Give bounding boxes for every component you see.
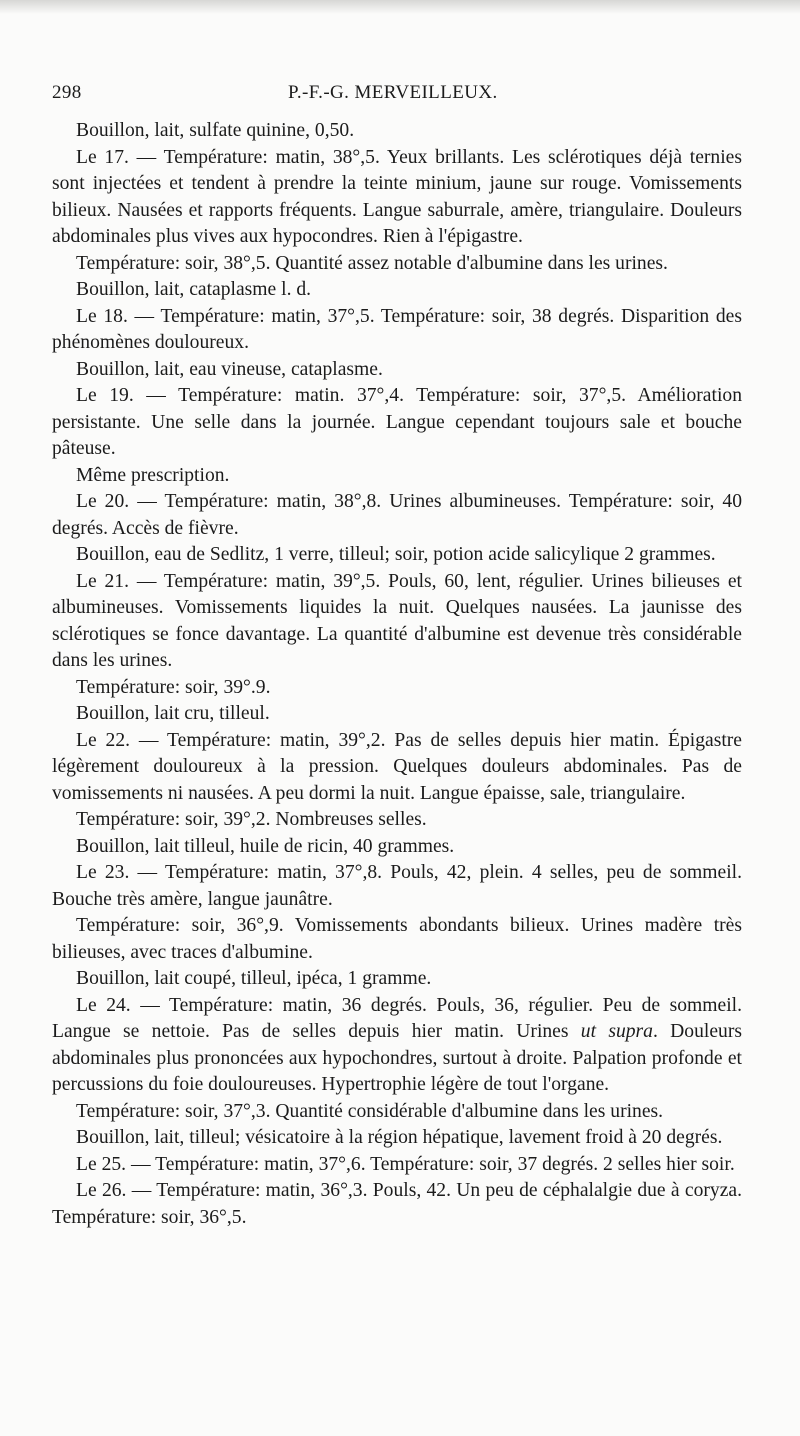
paragraph: Le 23. — Température: matin, 37°,8. Pouls, 42, plein. 4 selles, peu de sommeil. Bouche très amère, langue jaunâtre.: [52, 862, 742, 910]
page-header: [52, 82, 742, 116]
paragraph: Le 22. — Température: matin, 39°,2. Pas de selles depuis hier matin. Épigastre légèrement douloureux à la pression. Quelques douleurs abdominales. Pas de vomissements ni nausées. A peu dormi la nuit. Langue épaisse, sale, triangulaire.: [52, 729, 742, 804]
paragraph: Bouillon, lait, cataplasme l. d.: [76, 279, 312, 300]
paragraph: Température: soir, 39°.9.: [76, 676, 271, 698]
paragraph: Le 24. — Température: matin, 36 degrés. Pouls, 36, régulier. Peu de sommeil. Langue se nettoie. Pas de selles depuis hier matin. Urines ut supra. Douleurs abdominales plus prononcées aux hypochondres, surtout à droite. Palpation profonde et percussions du foie douloureuses. Hypertrophie légère de tout l'organe.: [52, 994, 742, 1095]
paragraph: Le 20. — Température: matin, 38°,8. Urines albumineuses. Température: soir, 40 degrés. Accès de fièvre.: [52, 491, 742, 539]
paragraph: Le 26. — Température: matin, 36°,3. Pouls, 42. Un peu de céphalalgie due à coryza. Température: soir, 36°,5.: [52, 1180, 742, 1228]
paragraph: Même prescription.: [76, 464, 230, 486]
paragraph: Le 17. — Température: matin, 38°,5. Yeux brillants. Les sclérotiques déjà ternies sont injectées et tendent à prendre la teinte minium, jaune sur rouge. Vomissements bilieux. Nausées et rapports fréquents. Langue saburrale, amère, triangulaire. Douleurs abdominales plus vives aux hypocondres. Rien à l'épigastre.: [52, 146, 742, 247]
paragraph: Le 18. — Température: matin, 37°,5. Température: soir, 38 degrés. Disparition des phénomènes douloureux.: [52, 305, 742, 353]
paragraph: Température: soir, 37°,3. Quantité considérable d'albumine dans les urines.: [76, 1100, 664, 1122]
running-title: P.-F.-G. MERVEILLEUX.: [288, 82, 498, 103]
paragraph: Température: soir, 39°,2. Nombreuses selles.: [76, 809, 427, 830]
scan-edge-shadow: [0, 0, 800, 14]
italic-phrase: ut supra: [580, 1021, 653, 1042]
paragraph: Le 25. — Température: matin, 37°,6. Température: soir, 37 degrés. 2 selles hier soir.: [76, 1153, 735, 1175]
paragraph: Le 19. — Température: matin. 37°,4. Température: soir, 37°,5. Amélioration persistante. Une selle dans la journée. Langue cependant toujours sale et bouche pâteuse.: [52, 385, 742, 459]
body-text: [52, 118, 742, 1231]
paragraph: Bouillon, lait, eau vineuse, cataplasme.: [76, 358, 383, 380]
paragraph: Bouillon, eau de Sedlitz, 1 verre, tilleul; soir, potion acide salicylique 2 grammes.: [76, 544, 716, 565]
book-page: [52, 82, 742, 1231]
paragraph: Température: soir, 38°,5. Quantité assez notable d'albumine dans les urines.: [76, 252, 668, 274]
paragraph: Température: soir, 36°,9. Vomissements abondants bilieux. Urines madère très bilieuses, avec traces d'albumine.: [52, 915, 742, 963]
paragraph: Bouillon, lait, sulfate quinine, 0,50.: [76, 120, 355, 141]
paragraph: Bouillon, lait cru, tilleul.: [76, 703, 270, 724]
paragraph: Le 21. — Température: matin, 39°,5. Pouls, 60, lent, régulier. Urines bilieuses et albumineuses. Vomissements liquides la nuit. Quelques nausées. La jaunisse des sclérotiques se fonce davantage. La quantité d'albumine est devenue très considérable dans les urines.: [52, 570, 742, 671]
page-number: 298: [52, 82, 82, 103]
paragraph: Bouillon, lait tilleul, huile de ricin, 40 grammes.: [76, 835, 455, 857]
paragraph: Bouillon, lait, tilleul; vésicatoire à la région hépatique, lavement froid à 20 degrés.: [76, 1127, 723, 1148]
paragraph: Bouillon, lait coupé, tilleul, ipéca, 1 gramme.: [76, 968, 432, 989]
